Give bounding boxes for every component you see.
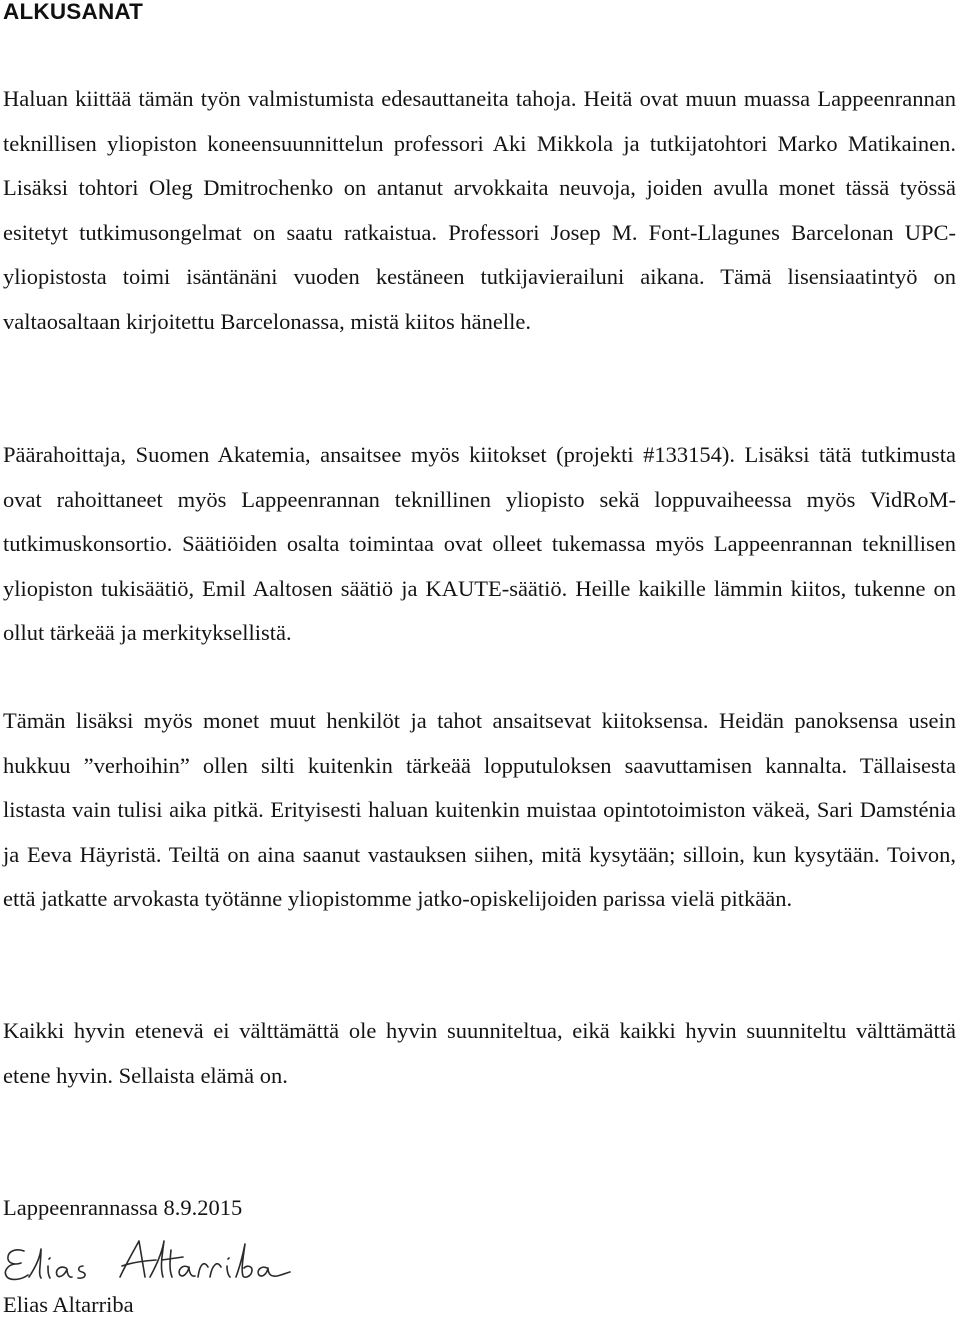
- place-date: Lappeenrannassa 8.9.2015: [3, 1195, 243, 1220]
- document-heading: ALKUSANAT: [3, 0, 144, 24]
- paragraph-closing-thought: Kaikki hyvin etenevä ei välttämättä ole hyvin suunniteltua, eikä kaikki hyvin suunniteltu välttämättä etene hyvin. Sellaista elämä on.: [3, 1018, 956, 1088]
- paragraph-acknowledgements: Haluan kiittää tämän työn valmistumista edesauttaneita tahoja. Heitä ovat muun muassa Lappeenrannan teknillisen yliopiston koneensuunnittelun professori Aki Mikkola ja tutkijatohtori Marko Matikainen. Lisäksi tohtori Oleg Dmitrochenko on antanut arvokkaita neuvoja, joiden avulla monet tässä työssä esitetyt tutkimusongelmat on saatu ratkaistua. Professori Josep M. Font-Llagunes Barcelonan UPC-yliopistosta toimi isäntänäni vuoden kestäneen tutkijavierailuni aikana. Tämä lisensiaatintyö on valtaosaltaan kirjoitettu Barcelonassa, mistä kiitos hänelle.: [3, 86, 956, 334]
- paragraph-others: Tämän lisäksi myös monet muut henkilöt ja tahot ansaitsevat kiitoksensa. Heidän panoksensa usein hukkuu ”verhoihin” ollen silti kuitenkin tärkeää lopputuloksen saavuttamisen kannalta. Tällaisesta listasta vain tulisi aika pitkä. Erityisesti haluan kuitenkin muistaa opintotoimiston väkeä, Sari Damsténia ja Eeva Häyristä. Teiltä on aina saanut vastauksen siihen, mitä kysytään; silloin, kun kysytään. Toivon, että jatkatte arvokasta työtänne yliopistomme jatko-opiskelijoiden parissa vielä pitkään.: [3, 708, 956, 912]
- handwritten-signature: [2, 1234, 292, 1284]
- author-name: Elias Altarriba: [3, 1292, 134, 1317]
- paragraph-funding: Päärahoittaja, Suomen Akatemia, ansaitsee myös kiitokset (projekti #133154). Lisäksi tätä tutkimusta ovat rahoittaneet myös Lappeenrannan teknillinen yliopisto sekä loppuvaiheessa myös VidRoM-tutkimuskonsortio. Säätiöiden osalta toimintaa ovat olleet tukemassa myös Lappeenrannan teknillisen yliopiston tukisäätiö, Emil Aaltosen säätiö ja KAUTE-säätiö. Heille kaikille lämmin kiitos, tukenne on ollut tärkeää ja merkityksellistä.: [3, 442, 956, 646]
